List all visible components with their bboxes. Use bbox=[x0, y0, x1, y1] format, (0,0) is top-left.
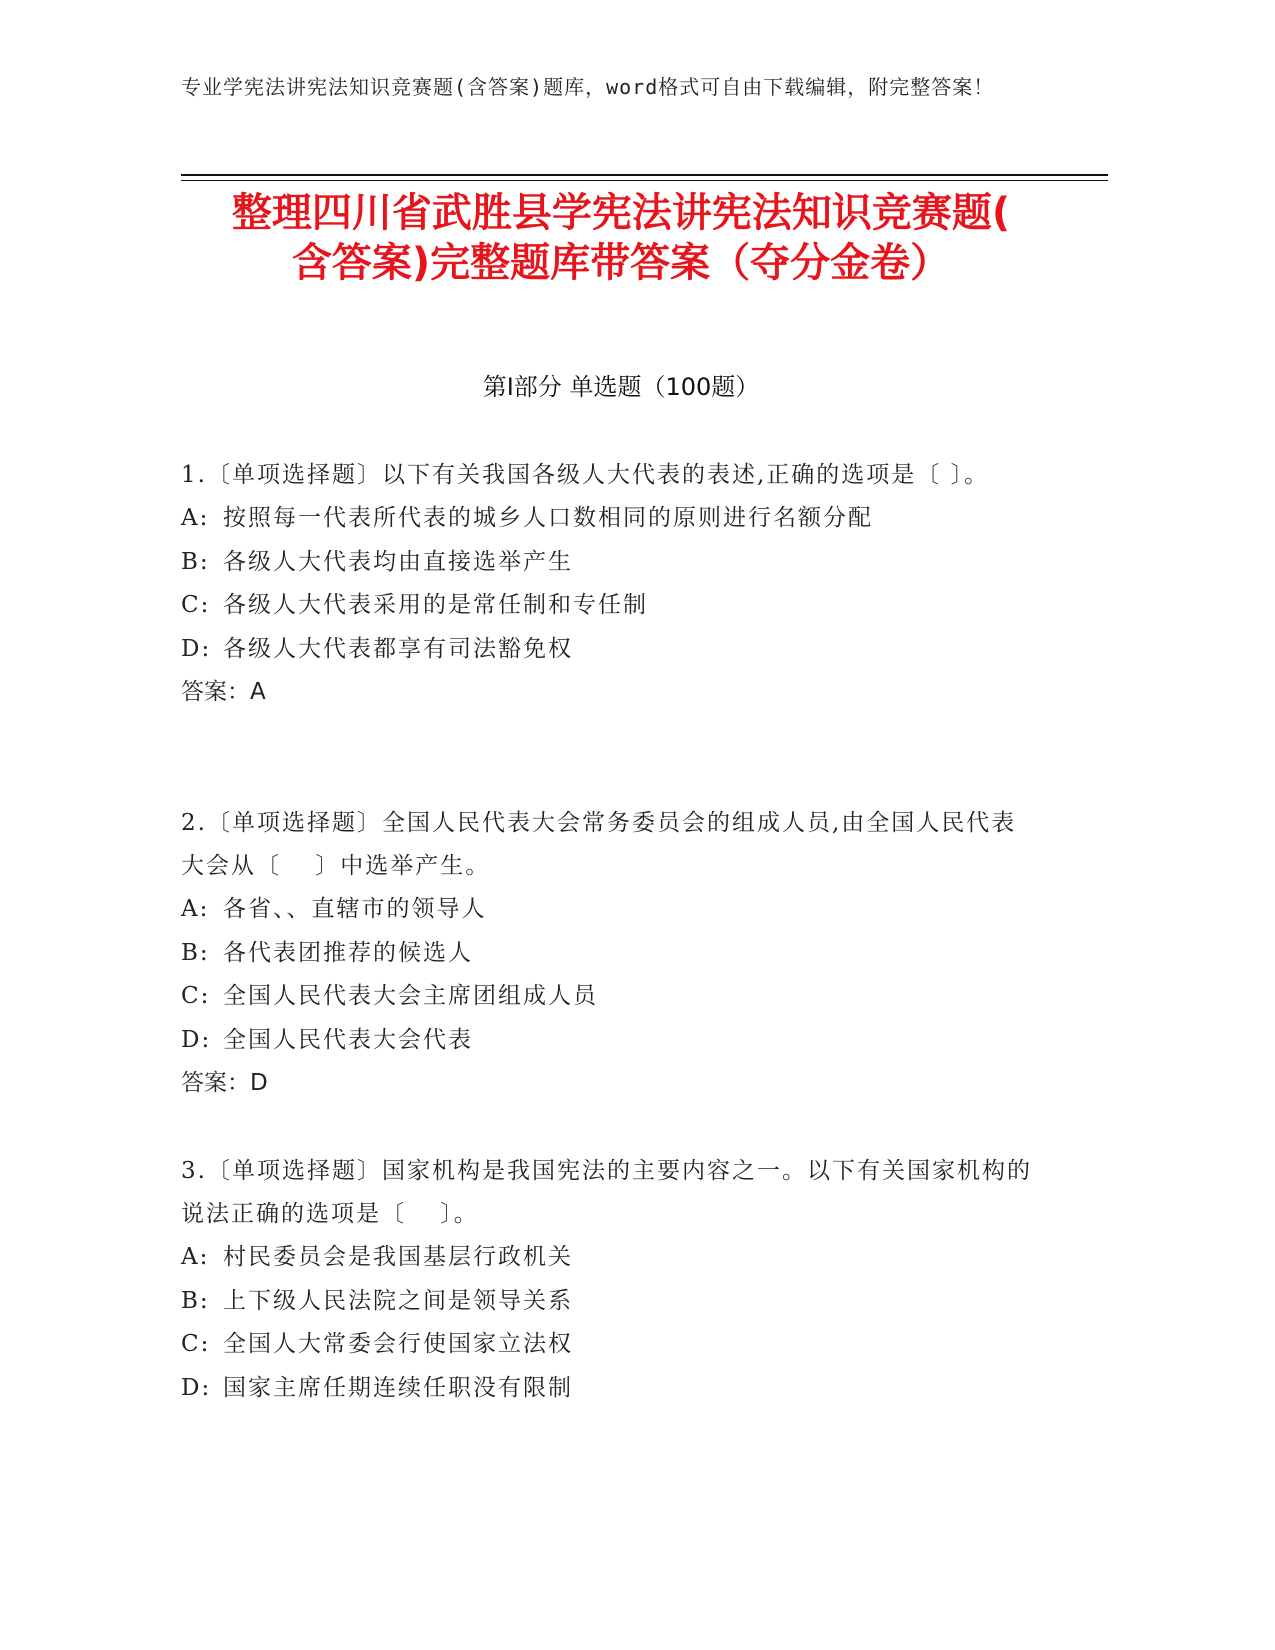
question-option-c bbox=[181, 1323, 1041, 1367]
header-divider-thin bbox=[181, 180, 1108, 181]
question-3 bbox=[181, 1150, 1041, 1410]
option-letter: A: bbox=[181, 505, 210, 531]
option-text: 村民委员会是我国基层行政机关 bbox=[223, 1244, 573, 1270]
document-title-line-2: 含答案)完整题库带答案（夺分金卷） bbox=[291, 240, 951, 286]
option-text: 各级人大代表采用的是常任制和专任制 bbox=[223, 592, 648, 618]
question-option-b bbox=[181, 932, 1041, 976]
option-letter: C: bbox=[181, 592, 211, 618]
option-letter: D: bbox=[181, 1374, 212, 1401]
header-note: 专业学宪法讲宪法知识竞赛题(含答案)题库，word格式可自由下载编辑，附完整答案！ bbox=[181, 75, 995, 99]
question-option-a bbox=[181, 888, 1041, 932]
question-stem: 1.〔单项选择题〕以下有关我国各级人大代表的表述,正确的选项是〔 〕。 bbox=[181, 462, 990, 488]
question-stem: 2.〔单项选择题〕全国人民代表大会常务委员会的组成人员,由全国人民代表大会从〔 〕中选举产生。 bbox=[181, 810, 1017, 879]
question-option-b bbox=[181, 541, 1041, 585]
option-text: 各级人大代表均由直接选举产生 bbox=[223, 548, 573, 575]
option-text: 各级人大代表都享有司法豁免权 bbox=[223, 635, 573, 662]
option-letter: B: bbox=[181, 939, 210, 966]
question-option-b bbox=[181, 1280, 1041, 1324]
question-option-d bbox=[181, 628, 1041, 672]
option-text: 全国人大常委会行使国家立法权 bbox=[223, 1331, 573, 1357]
option-text: 国家主席任期连续任职没有限制 bbox=[223, 1374, 573, 1401]
option-text: 上下级人民法院之间是领导关系 bbox=[223, 1287, 573, 1314]
question-answer: 答案：D bbox=[181, 1070, 268, 1096]
question-1 bbox=[181, 454, 1041, 714]
option-text: 全国人民代表大会主席团组成人员 bbox=[223, 983, 598, 1009]
option-text: 按照每一代表所代表的城乡人口数相同的原则进行名额分配 bbox=[223, 505, 873, 531]
question-option-c bbox=[181, 584, 1041, 628]
question-2 bbox=[181, 802, 1041, 1105]
header-divider-thick bbox=[181, 174, 1108, 176]
option-letter: A: bbox=[181, 896, 210, 922]
question-option-d bbox=[181, 1367, 1041, 1411]
question-option-a bbox=[181, 1236, 1041, 1280]
option-text: 各省、、直辖市的领导人 bbox=[223, 896, 487, 922]
question-answer: 答案：A bbox=[181, 679, 266, 705]
option-text: 全国人民代表大会代表 bbox=[223, 1026, 473, 1053]
question-option-d bbox=[181, 1019, 1041, 1063]
document-title bbox=[181, 188, 1061, 288]
option-letter: D: bbox=[181, 635, 212, 662]
option-letter: B: bbox=[181, 1287, 210, 1314]
option-letter: A: bbox=[181, 1244, 210, 1270]
question-stem: 3.〔单项选择题〕国家机构是我国宪法的主要内容之一。以下有关国家机构的说法正确的选项是〔 〕。 bbox=[181, 1158, 1032, 1227]
option-text: 各代表团推荐的候选人 bbox=[223, 939, 473, 966]
option-letter: B: bbox=[181, 548, 210, 575]
option-letter: C: bbox=[181, 1331, 211, 1357]
question-option-c bbox=[181, 975, 1041, 1019]
section-title: 第Ⅰ部分 单选题（100题） bbox=[482, 373, 760, 401]
question-option-a bbox=[181, 497, 1041, 541]
option-letter: C: bbox=[181, 983, 211, 1009]
document-title-line-1: 整理四川省武胜县学宪法讲宪法知识竞赛题( bbox=[231, 190, 1011, 236]
option-letter: D: bbox=[181, 1026, 212, 1053]
